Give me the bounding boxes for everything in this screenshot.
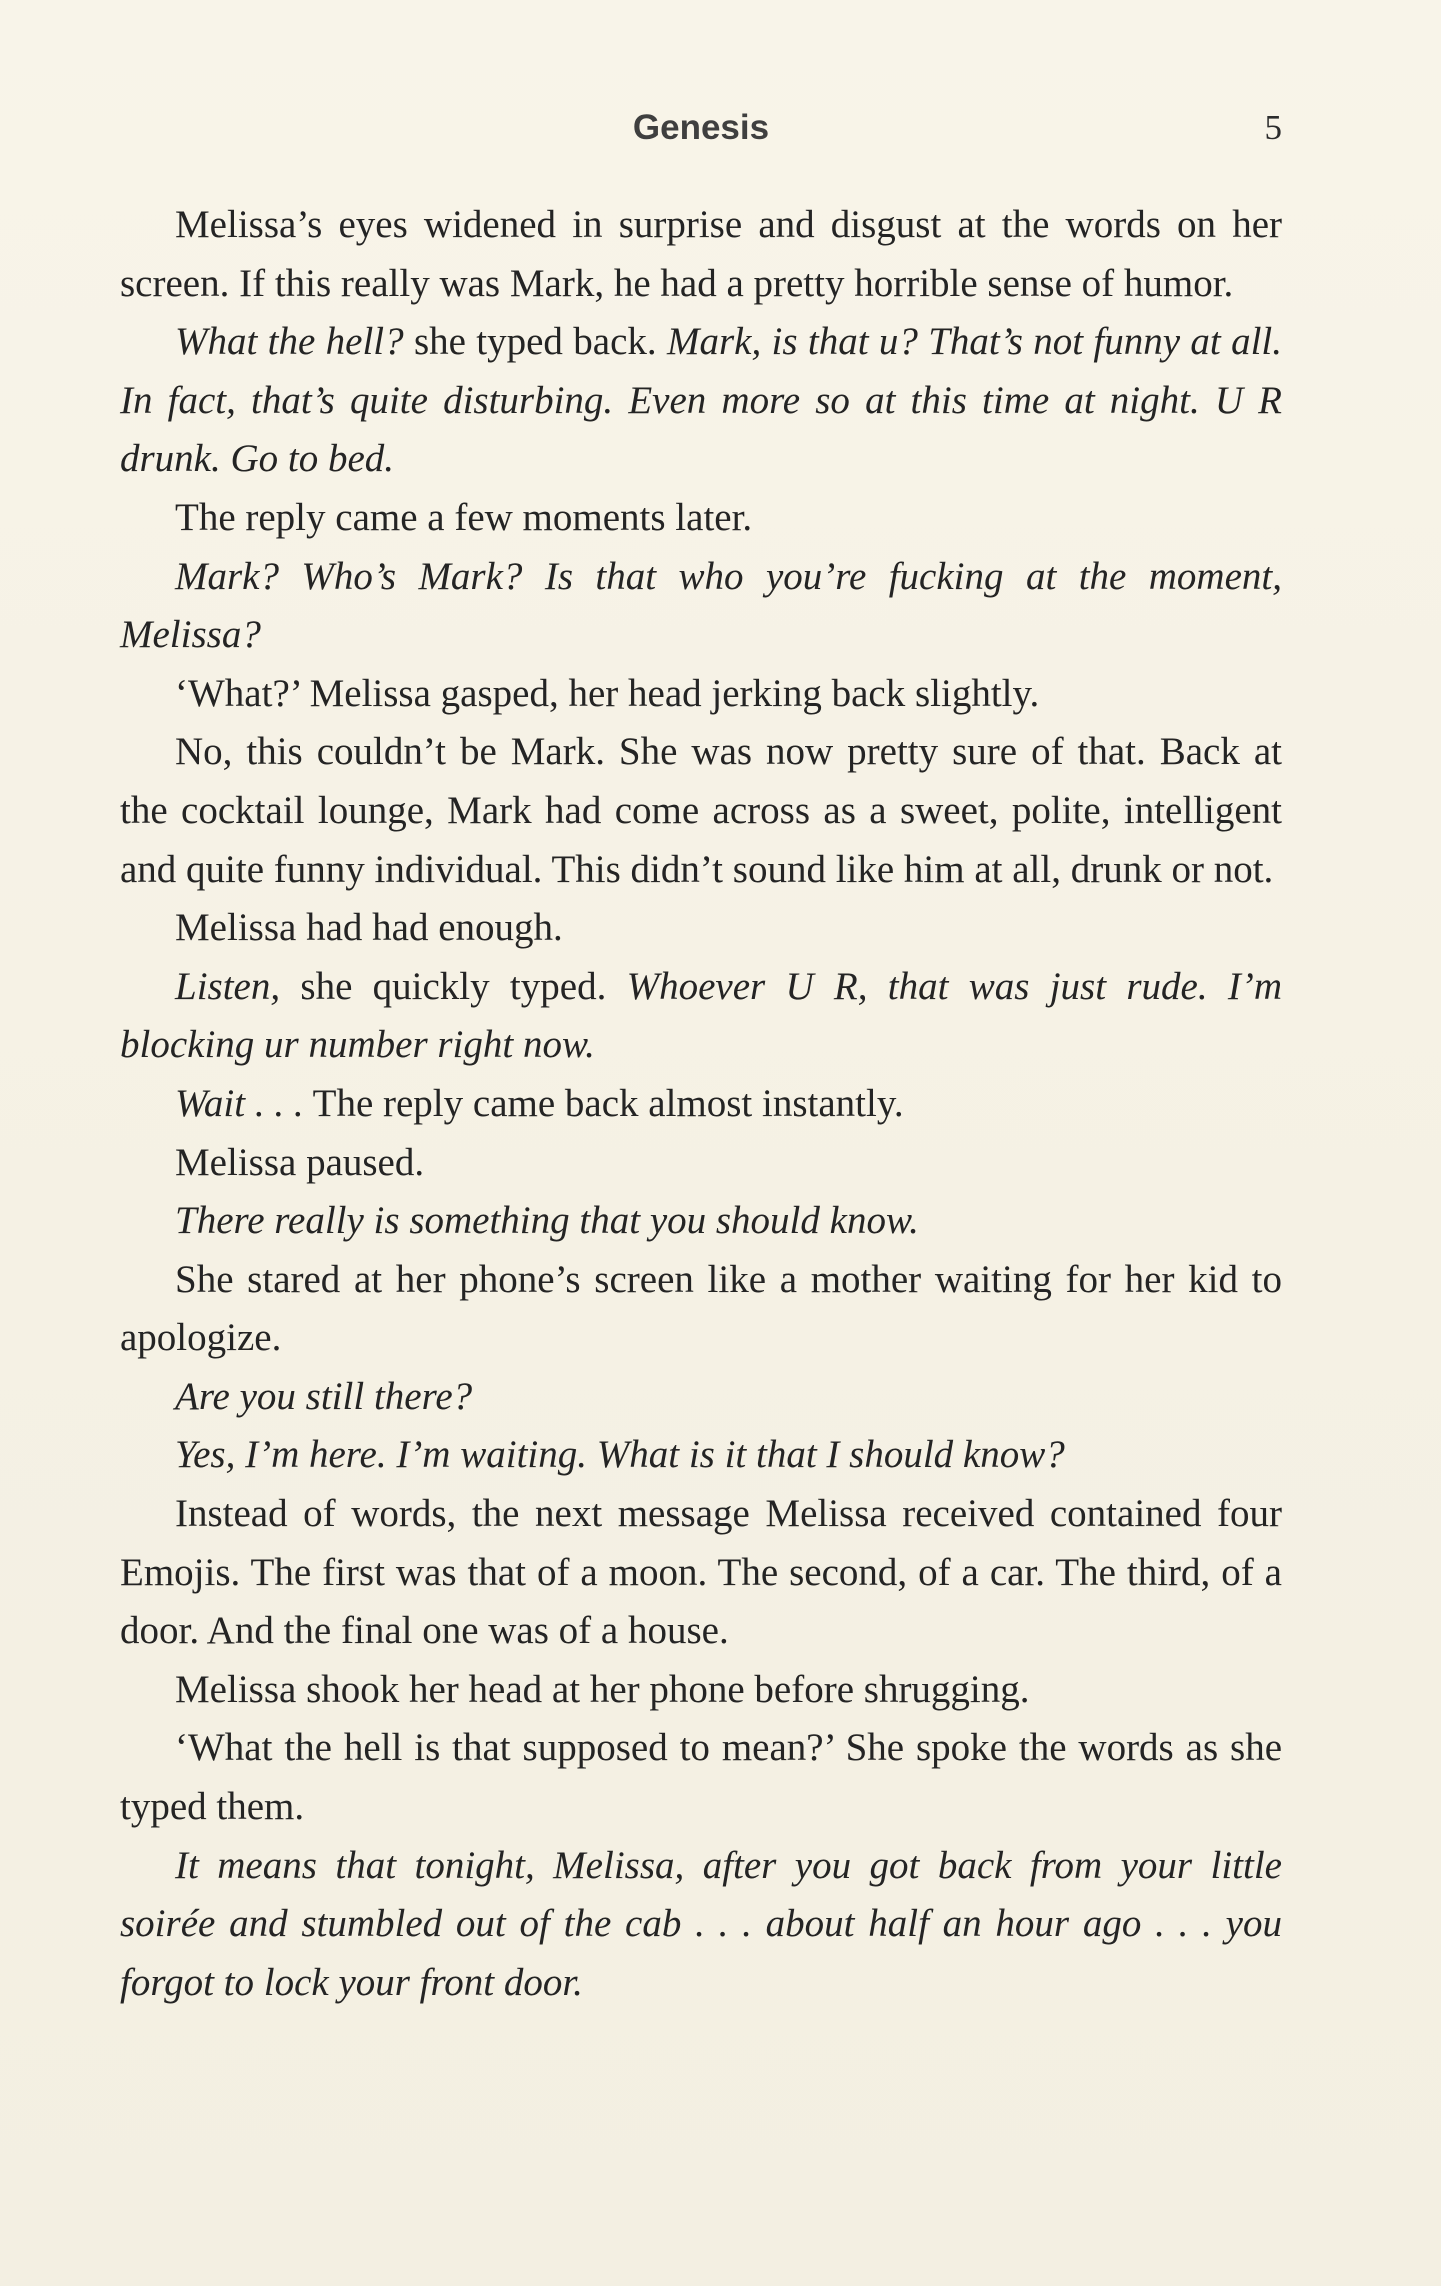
paragraph: [120, 1426, 1282, 1485]
roman-text: ‘What?’ Melissa gasped, her head jerking back slightly.: [175, 671, 1040, 715]
paragraph: [120, 1251, 1282, 1368]
italic-text: Mark? Who’s Mark? Is that who you’re fucking at the moment, Melissa?: [120, 554, 1282, 657]
paragraph: [120, 1134, 1282, 1193]
paragraph: [120, 489, 1282, 548]
paragraph: [120, 723, 1282, 899]
italic-text: There really is something that you should know.: [175, 1199, 919, 1243]
paragraph: [120, 1837, 1282, 2013]
paragraph: [120, 665, 1282, 724]
paragraph: [120, 958, 1282, 1075]
roman-text: she quickly typed.: [280, 964, 627, 1008]
roman-text: The reply came a few moments later.: [175, 495, 753, 539]
roman-text: Melissa’s eyes widened in surprise and disgust at the words on her screen. If this really was Mark, he had a pretty horrible sense of humor.: [120, 203, 1282, 305]
roman-text: The reply came back almost instantly.: [303, 1081, 904, 1125]
paragraph: [120, 1485, 1282, 1661]
italic-text: What the hell?: [175, 320, 404, 364]
paragraph: [120, 1661, 1282, 1720]
body-text: [120, 196, 1282, 2012]
paragraph: [120, 1368, 1282, 1427]
roman-text: Melissa shook her head at her phone before shrugging.: [175, 1667, 1030, 1711]
italic-text: Listen,: [175, 964, 281, 1008]
roman-text: Melissa had had enough.: [175, 906, 563, 950]
paragraph: [120, 1719, 1282, 1836]
paragraph: [120, 548, 1282, 665]
roman-text: she typed back.: [403, 320, 667, 364]
paragraph: [120, 313, 1282, 489]
running-head: [120, 100, 1282, 160]
italic-text: Mark, is that u? That’s not funny at all. In fact, that’s quite disturbing. Even more so at this time at night. U R drunk. Go to bed.: [120, 320, 1282, 481]
chapter-title: Genesis: [632, 108, 770, 147]
page-number: 5: [1264, 108, 1282, 147]
italic-text: Are you still there?: [175, 1374, 473, 1418]
paragraph: [120, 1192, 1282, 1251]
italic-text: Wait . . .: [175, 1081, 304, 1125]
roman-text: ‘What the hell is that supposed to mean?’ She spoke the words as she typed them.: [120, 1726, 1282, 1829]
roman-text: Melissa paused.: [175, 1140, 425, 1184]
italic-text: Whoever U R, that was just rude. I’m blocking ur number right now.: [120, 964, 1282, 1067]
paragraph: [120, 1075, 1282, 1134]
roman-text: Instead of words, the next message Melissa received contained four Emojis. The first was that of a moon. The second, of a car. The third, of a door. And the final one was of a house.: [120, 1492, 1282, 1653]
italic-text: It means that tonight, Melissa, after you got back from your little soirée and stumbled out of the cab . . . about half an hour ago . . . you forgot to lock your front door.: [120, 1843, 1282, 2004]
roman-text: She stared at her phone’s screen like a mother waiting for her kid to apologize.: [120, 1257, 1282, 1360]
italic-text: Yes, I’m here. I’m waiting. What is it that I should know?: [175, 1433, 1065, 1477]
roman-text: No, this couldn’t be Mark. She was now pretty sure of that. Back at the cocktail lounge, Mark had come across as a sweet, polite, intelligent and quite funny individual. This didn’t sound like him at all, drunk or not.: [120, 730, 1282, 891]
paragraph: [120, 899, 1282, 958]
paragraph: [120, 196, 1282, 313]
